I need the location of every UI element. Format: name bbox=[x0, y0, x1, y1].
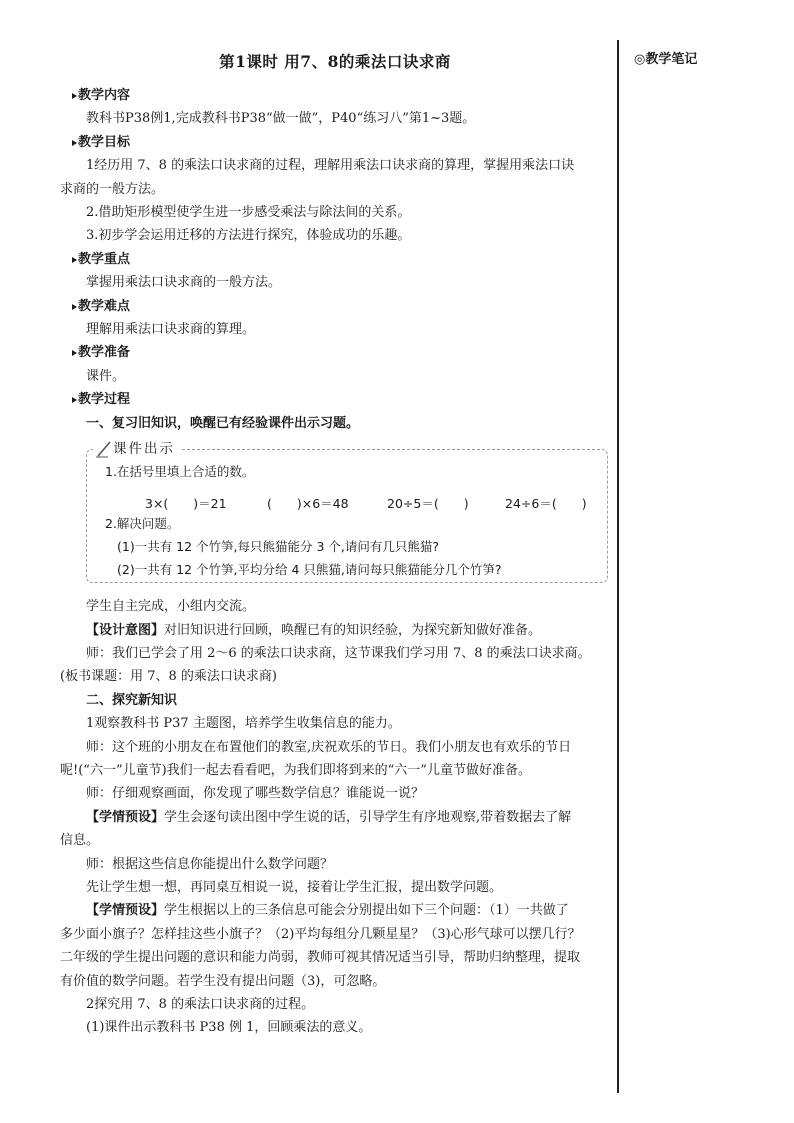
lesson-body bbox=[60, 84, 610, 1040]
design-intent-tag: 【设计意图】 bbox=[86, 622, 165, 638]
goal-1-cont: 求商的一般方法。 bbox=[60, 181, 165, 197]
para-11: 2探究用 7、8 的乘法口诀求商的过程。 bbox=[86, 997, 315, 1012]
para-10-cont-1: 多少面小旗子？怎样挂这些小旗子？（2)平均每组分几颗星星？（3)心形气球可以摆几行？ bbox=[60, 926, 581, 942]
para-12: (1)课件出示教科书 P38 例 1，回顾乘法的意义。 bbox=[86, 1020, 372, 1036]
para-7 bbox=[60, 806, 610, 829]
step-1-heading: 一、复习旧知识，唤醒已有经验课件出示习题。 bbox=[86, 415, 360, 431]
para-6: 师：仔细观察画面，你发现了哪些数学信息？谁能说一说？ bbox=[86, 786, 425, 802]
pencil-icon bbox=[95, 440, 113, 458]
design-intent-text: 对旧知识进行回顾，唤醒已有的知识经验，为探究新知做好准备。 bbox=[164, 622, 542, 638]
para-10-cont-2: 二年级的学生提出问题的意识和能力尚弱，教师可视其情况适当引导，帮助归纳整理，提取 bbox=[60, 950, 581, 966]
courseware-box bbox=[86, 441, 608, 583]
key-points-text: 掌握用乘法口诀求商的一般方法。 bbox=[86, 275, 282, 291]
step-2-heading: 二、探究新知识 bbox=[86, 692, 178, 708]
box-equation-4: 24÷6＝( ) bbox=[505, 496, 587, 512]
heading-difficulties: 教学难点 bbox=[60, 295, 610, 318]
lesson-title: 第1课时 用7、8的乘法口诀求商 bbox=[219, 52, 451, 71]
para-5: 师：这个班的小朋友在布置他们的教室,庆祝欢乐的节日。我们小朋友也有欢乐的节日 bbox=[86, 739, 572, 755]
learning-preview-text-2: 学生根据以上的三条信息可能会分别提出如下三个问题：（1）一共做了 bbox=[164, 903, 569, 919]
preparation-text: 课件。 bbox=[86, 368, 126, 384]
box-equation-2: ( )×6＝48 bbox=[267, 496, 349, 512]
para-3: 师：我们已学会了用 2～6 的乘法口诀求商，这节课我们学习用 7、8 的乘法口诀求商。 bbox=[86, 645, 591, 661]
para-1: 学生自主完成，小组内交流。 bbox=[86, 599, 256, 615]
content-text: 教科书P38例1,完成教科书P38“做一做”，P40“练习八”第1~3题。 bbox=[86, 111, 476, 127]
courseware-tag-label: 课件出示 bbox=[113, 441, 175, 458]
para-3-cont: (板书课题：用 7、8 的乘法口诀求商) bbox=[60, 669, 277, 685]
box-question-1: 1.在括号里填上合适的数。 bbox=[105, 464, 255, 480]
goal-3: 3.初步学会运用迁移的方法进行探究，体验成功的乐趣。 bbox=[86, 228, 411, 244]
para-design-intent bbox=[60, 619, 610, 642]
box-question-2a: (1)一共有 12 个竹笋,每只熊猫能分 3 个,请问有几只熊猫? bbox=[117, 539, 440, 555]
heading-content: 教学内容 bbox=[60, 84, 610, 107]
box-equation-1: 3×( )＝21 bbox=[145, 496, 227, 512]
para-5-cont: 呢!(“六一”儿童节)我们一起去看看吧，为我们即将到来的“六一”儿童节做好准备。 bbox=[60, 762, 531, 778]
learning-preview-text: 学生会逐句读出图中学生说的话，引导学生有序地观察,带着数据去了解 bbox=[164, 809, 572, 825]
para-4: 1观察教科书 P37 主题图，培养学生收集信息的能力。 bbox=[86, 716, 401, 732]
box-equation-3: 20÷5＝( ) bbox=[387, 496, 469, 512]
goal-2: 2.借助矩形模型使学生进一步感受乘法与除法间的关系。 bbox=[86, 205, 411, 221]
learning-preview-tag-2: 【学情预设】 bbox=[86, 903, 165, 919]
box-question-2: 2.解决问题。 bbox=[105, 516, 180, 532]
para-10 bbox=[60, 899, 610, 922]
para-9: 先让学生想一想，再同桌互相说一说，接着让学生汇报，提出数学问题。 bbox=[86, 879, 503, 895]
goal-1: 1经历用 7、8 的乘法口诀求商的过程，理解用乘法口诀求商的算理，掌握用乘法口诀 bbox=[86, 158, 575, 174]
para-8: 师：根据这些信息你能提出什么数学问题？ bbox=[86, 856, 334, 872]
difficulties-text: 理解用乘法口诀求商的算理。 bbox=[86, 322, 256, 338]
para-10-cont-3: 有价值的数学问题。若学生没有提出问题（3)，可忽略。 bbox=[60, 973, 386, 989]
heading-key-points: 教学重点 bbox=[60, 248, 610, 271]
notes-divider bbox=[617, 40, 619, 1093]
heading-goals: 教学目标 bbox=[60, 131, 610, 154]
box-question-2b: (2)一共有 12 个竹笋,平均分给 4 只熊猫,请问每只熊猫能分几个竹笋? bbox=[117, 562, 502, 578]
courseware-tag bbox=[93, 438, 181, 461]
teaching-notes-label: ◎教学笔记 bbox=[634, 52, 698, 67]
heading-process: 教学过程 bbox=[60, 388, 610, 411]
heading-preparation: 教学准备 bbox=[60, 341, 610, 364]
learning-preview-tag: 【学情预设】 bbox=[86, 809, 165, 825]
para-7-cont: 信息。 bbox=[60, 833, 100, 849]
